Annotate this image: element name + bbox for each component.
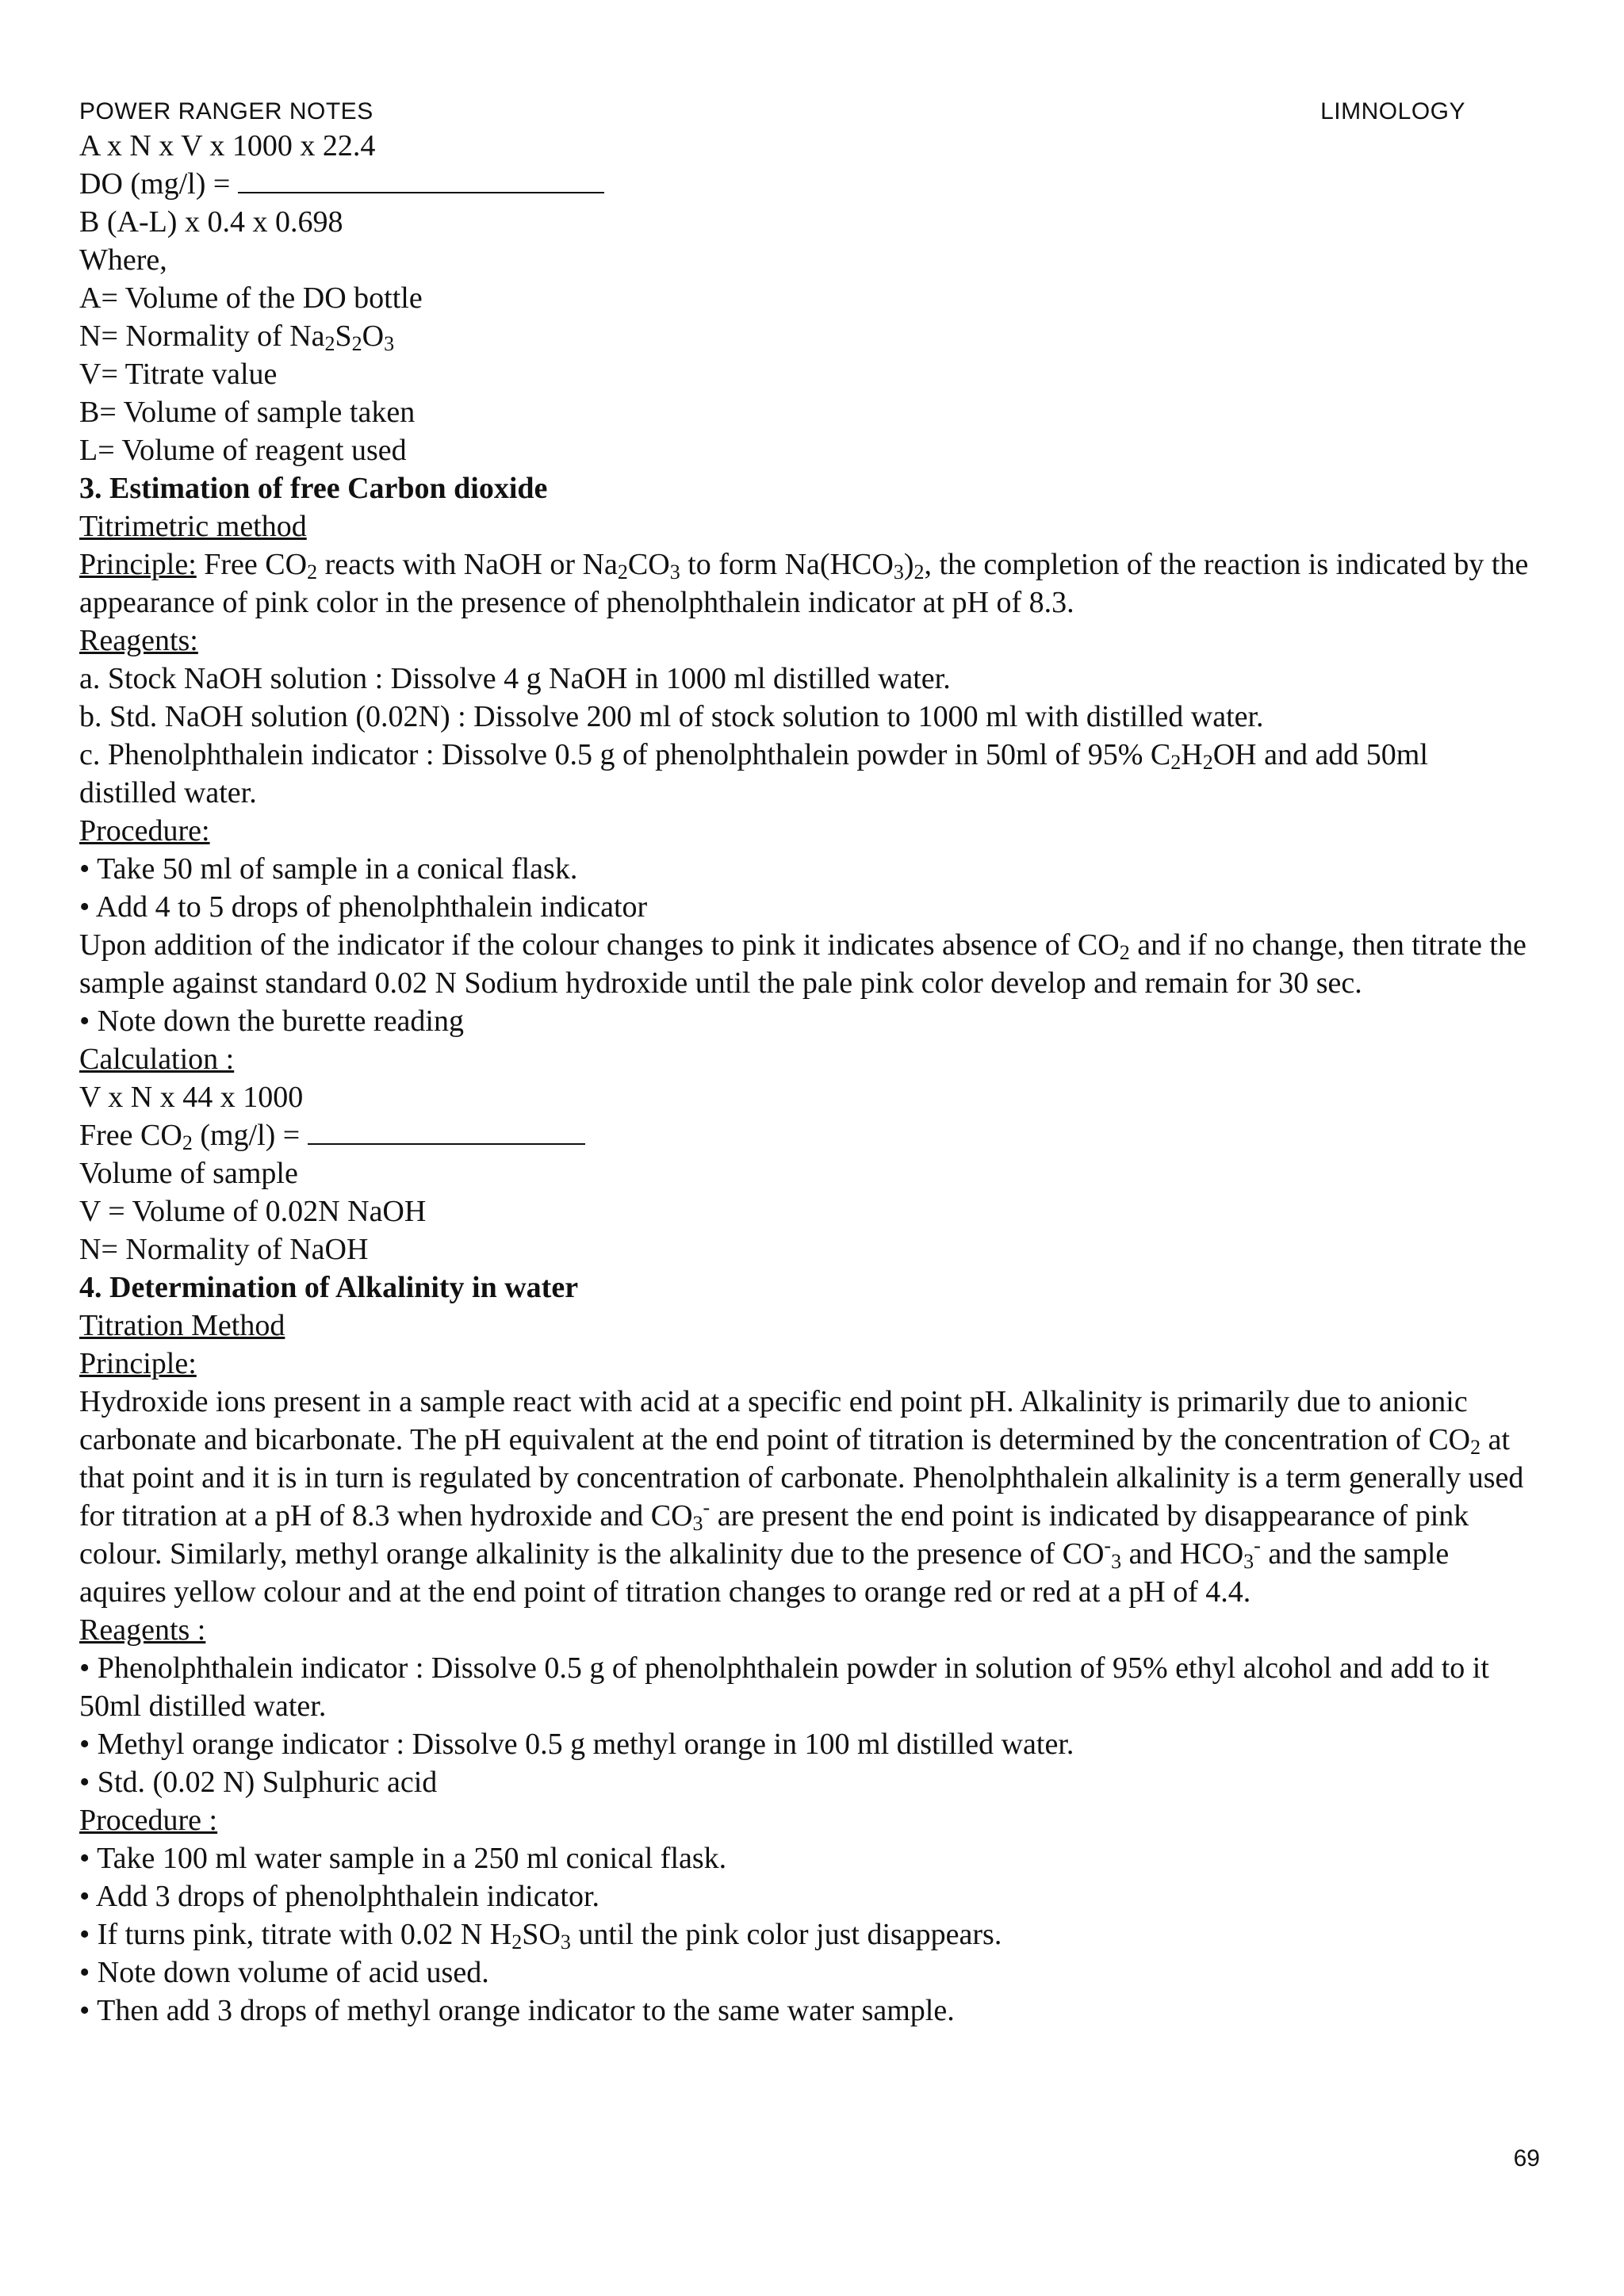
alkalinity-principle: Hydroxide ions present in a sample react with acid at a specific end point pH. Alkalinity is primarily due to anionic carbonate and bicarbonate. The pH equivalent at the end point of titration is determined by the concentration of $CO_2$ at that point and it is in turn is regulated by concentration of carbonate. Phenolphthalein alkalinity is a term generally used for titration at a pH of 8.3 when hydroxide and $CO_3^-$ are present the end point is indicated by disappearance of pink colour. Similarly, methyl orange alkalinity is the alkalinity due to the presence of $CO^-_3$ and $HCO_3^-$ and the sample aquires yellow colour and at the end point of titration changes to orange red or red at a pH of 4.4. [79,1385,1524,1609]
def-n-naoh: N= Normality of NaOH [79,1233,369,1266]
procedure-step: • Take 50 ml of sample in a conical flask. [79,852,578,886]
do-formula-denominator: B (A-L) x 0.4 x 0.698 [79,205,343,239]
procedure-step: • Note down volume of acid used. [79,1956,489,1989]
reagent-b: b. Std. NaOH solution (0.02N) : Dissolve 200 ml of stock solution to 1000 ml with distilled water. [79,700,1264,733]
do-formula-numerator: A x N x V x 1000 x 22.4 [79,129,376,163]
reagent-c: c. Phenolphthalein indicator : Dissolve 0.5 g of phenolphthalein powder in 50ml of 95% $C_2H_2OH$ and add 50ml distilled water. [79,738,1428,809]
co2-formula-lhs: Free $CO_2$ (mg/l) = [79,1116,1530,1154]
header-right: LIMNOLOGY [1320,98,1465,124]
reagent-a: a. Stock NaOH solution : Dissolve 4 g NaOH in 1000 ml distilled water. [79,662,951,695]
procedure-step: • Note down the burette reading [79,1004,464,1038]
header-left: POWER RANGER NOTES [79,98,373,124]
reagents-label: Reagents: [79,624,198,657]
section-heading-alkalinity: 4. Determination of Alkalinity in water [79,1271,579,1304]
fraction-line [308,1119,585,1145]
def-v: V= Titrate value [79,358,278,391]
def-l: L= Volume of reagent used [79,434,407,467]
procedure-step: • Add 3 drops of phenolphthalein indicator. [79,1880,600,1913]
def-n: N= Normality of $Na_2S_2O_3$ [79,320,395,355]
procedure-step: • Take 100 ml water sample in a 250 ml conical flask. [79,1842,727,1875]
page-number: 69 [1513,2145,1540,2172]
procedure-note: Upon addition of the indicator if the colour changes to pink it indicates absence of $CO_2$ and if no change, then titrate the sample against standard 0.02 N Sodium hydroxide until the pale pink color develop and remain for 30 sec. [79,928,1526,1000]
reagents-label: Reagents : [79,1613,206,1647]
calculation-label: Calculation : [79,1043,235,1076]
reagent-item: • Phenolphthalein indicator : Dissolve 0.5 g of phenolphthalein powder in solution of 95% ethyl alcohol and add to it 50ml distilled water. [79,1651,1489,1723]
principle-label: Principle: [79,1347,197,1380]
do-formula-lhs: DO (mg/l) = [79,165,1530,203]
procedure-label: Procedure: [79,814,210,848]
procedure-label: Procedure : [79,1804,218,1837]
co2-principle: Principle: Free $CO_2$ reacts with NaOH or $Na_2CO_3$ to form $Na(HCO_3)_2$, the completion of the reaction is indicated by the appearance of pink color in the presence of phenolphthalein indicator at pH of 8.3. [79,548,1529,619]
method-label: Titrimetric method [79,510,307,543]
body-text [79,127,1530,2030]
method-label: Titration Method [79,1309,285,1342]
co2-formula-numerator: V x N x 44 x 1000 [79,1081,304,1114]
def-b: B= Volume of sample taken [79,396,416,429]
co2-formula-denominator: Volume of sample [79,1157,298,1190]
def-a: A= Volume of the DO bottle [79,281,423,315]
section-heading-co2: 3. Estimation of free Carbon dioxide [79,472,548,505]
reagent-item: • Methyl orange indicator : Dissolve 0.5 g methyl orange in 100 ml distilled water. [79,1728,1074,1761]
procedure-step: • Then add 3 drops of methyl orange indicator to the same water sample. [79,1994,955,2027]
reagent-item: • Std. (0.02 N) Sulphuric acid [79,1766,438,1799]
fraction-line [238,168,604,193]
procedure-step: • Add 4 to 5 drops of phenolphthalein indicator [79,890,648,924]
where-label: Where, [79,243,167,277]
procedure-step: • If turns pink, titrate with 0.02 N $H_2SO_3$ until the pink color just disappears. [79,1918,1002,1954]
def-v-naoh: V = Volume of 0.02N NaOH [79,1195,427,1228]
